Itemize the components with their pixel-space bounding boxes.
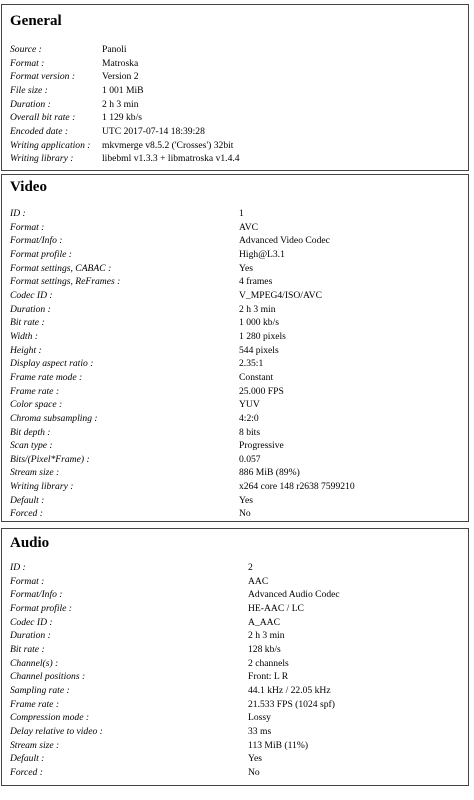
general-field-label: Duration :	[10, 98, 51, 110]
video-row	[10, 357, 464, 371]
video-field-label: Forced :	[10, 508, 43, 520]
video-field-label: Color space :	[10, 399, 63, 411]
general-field-value: UTC 2017-07-14 18:39:28	[102, 125, 205, 137]
video-field-label: Duration :	[10, 303, 51, 315]
video-row	[10, 466, 464, 480]
audio-row	[10, 725, 464, 739]
audio-row	[10, 766, 464, 780]
audio-field-value: Lossy	[248, 712, 271, 724]
audio-field-value: 113 MiB (11%)	[248, 739, 309, 751]
general-field-value: Panoli	[102, 44, 127, 55]
audio-row	[10, 588, 464, 602]
general-field-value: 1 001 MiB	[102, 84, 144, 96]
general-field-value: Version 2	[102, 71, 139, 83]
video-field-label: Display aspect ratio :	[10, 358, 94, 370]
general-section	[1, 4, 469, 171]
video-field-value: YUV	[239, 399, 260, 411]
video-row	[10, 480, 464, 494]
audio-field-label: Stream size :	[10, 739, 60, 751]
audio-title: Audio	[10, 535, 50, 551]
audio-field-value: 21.533 FPS (1024 spf)	[248, 698, 335, 710]
video-row	[10, 275, 464, 289]
video-field-label: Format settings, CABAC :	[10, 262, 112, 274]
general-row	[10, 43, 464, 57]
video-field-label: Chroma subsampling :	[10, 412, 98, 424]
audio-row	[10, 711, 464, 725]
video-row	[10, 507, 464, 521]
audio-field-label: Frame rate :	[10, 698, 60, 710]
video-field-value: x264 core 148 r2638 7599210	[239, 481, 355, 493]
audio-field-value: 2 h 3 min	[248, 630, 285, 642]
audio-field-label: Channel positions :	[10, 671, 86, 683]
audio-field-value: No	[248, 766, 260, 778]
video-field-label: Codec ID :	[10, 289, 53, 301]
video-field-label: Bit depth :	[10, 426, 51, 438]
video-row	[10, 289, 464, 303]
general-field-value: 1 129 kb/s	[102, 112, 142, 124]
video-field-value: 8 bits	[239, 426, 261, 438]
video-section	[1, 174, 469, 522]
general-field-value: libebml v1.3.3 + libmatroska v1.4.4	[102, 153, 240, 165]
general-rows	[10, 43, 464, 166]
general-field-label: Format version :	[10, 71, 76, 83]
video-field-value: Constant	[239, 371, 274, 383]
video-row	[10, 207, 464, 221]
audio-field-label: Bit rate :	[10, 643, 45, 655]
audio-field-value: 2 channels	[248, 657, 289, 669]
video-rows	[10, 207, 464, 521]
video-field-value: Progressive	[239, 440, 284, 452]
audio-field-value: Yes	[248, 753, 262, 765]
audio-field-value: HE-AAC / LC	[248, 602, 304, 614]
video-row	[10, 426, 464, 440]
video-field-value: 1 000 kb/s	[239, 317, 279, 329]
video-field-value: High@L3.1	[239, 248, 285, 260]
audio-field-label: Forced :	[10, 766, 43, 778]
audio-row	[10, 629, 464, 643]
general-field-label: Writing application :	[10, 139, 91, 151]
video-field-label: Format settings, ReFrames :	[10, 276, 121, 288]
audio-row	[10, 657, 464, 671]
general-row	[10, 98, 464, 112]
general-row	[10, 111, 464, 125]
general-field-label: File size :	[10, 84, 48, 96]
general-field-label: Encoded date :	[10, 125, 69, 137]
video-field-label: Scan type :	[10, 440, 53, 452]
video-field-value: 886 MiB (89%)	[239, 467, 300, 479]
video-field-value: AVC	[239, 221, 259, 233]
general-field-value: mkvmerge v8.5.2 ('Crosses') 32bit	[102, 139, 234, 151]
general-field-value: 2 h 3 min	[102, 98, 139, 110]
video-row	[10, 385, 464, 399]
video-row	[10, 371, 464, 385]
video-field-value: 2 h 3 min	[239, 303, 276, 315]
video-field-value: 25.000 FPS	[239, 385, 284, 397]
audio-rows	[10, 561, 464, 780]
video-field-value: 4 frames	[239, 276, 273, 288]
general-field-label: Writing library :	[10, 153, 74, 165]
audio-field-label: Format profile :	[10, 602, 72, 614]
video-field-value: 0.057	[239, 453, 261, 465]
audio-row	[10, 561, 464, 575]
video-field-label: Format/Info :	[10, 235, 63, 247]
video-row	[10, 234, 464, 248]
audio-row	[10, 739, 464, 753]
video-row	[10, 221, 464, 235]
general-field-value: Matroska	[102, 57, 139, 69]
general-row	[10, 125, 464, 139]
video-field-value: V_MPEG4/ISO/AVC	[239, 289, 322, 301]
video-field-label: Frame rate mode :	[10, 371, 83, 383]
general-field-label: Overall bit rate :	[10, 112, 76, 124]
video-field-label: ID :	[10, 208, 26, 219]
general-row	[10, 84, 464, 98]
video-field-label: Bits/(Pixel*Frame) :	[10, 453, 90, 465]
video-row	[10, 453, 464, 467]
audio-field-label: Duration :	[10, 630, 51, 642]
general-row	[10, 139, 464, 153]
audio-section	[1, 528, 469, 786]
video-row	[10, 316, 464, 330]
video-field-value: Advanced Video Codec	[239, 235, 330, 247]
video-field-label: Format profile :	[10, 248, 72, 260]
video-field-value: No	[239, 508, 251, 520]
general-row	[10, 70, 464, 84]
video-title: Video	[10, 179, 47, 195]
video-field-label: Default :	[10, 494, 45, 506]
audio-field-label: Format/Info :	[10, 589, 63, 601]
video-row	[10, 344, 464, 358]
audio-field-value: Advanced Audio Codec	[248, 589, 340, 601]
audio-field-value: 44.1 kHz / 22.05 kHz	[248, 684, 331, 696]
video-field-label: Format :	[10, 221, 45, 233]
audio-row	[10, 575, 464, 589]
audio-row	[10, 752, 464, 766]
video-field-value: 1 280 pixels	[239, 330, 286, 342]
audio-field-label: ID :	[10, 562, 26, 573]
video-field-value: 4:2:0	[239, 412, 259, 424]
audio-field-label: Compression mode :	[10, 712, 90, 724]
audio-field-value: Front: L R	[248, 671, 289, 683]
audio-row	[10, 698, 464, 712]
video-field-value: Yes	[239, 494, 253, 506]
audio-row	[10, 602, 464, 616]
video-row	[10, 398, 464, 412]
video-field-value: 544 pixels	[239, 344, 279, 356]
general-row	[10, 152, 464, 166]
video-field-value: 1	[239, 208, 244, 219]
video-field-label: Frame rate :	[10, 385, 60, 397]
audio-field-label: Default :	[10, 753, 45, 765]
video-field-label: Width :	[10, 330, 38, 342]
video-field-value: 2.35:1	[239, 358, 264, 370]
video-field-label: Stream size :	[10, 467, 60, 479]
audio-field-value: 2	[248, 562, 253, 573]
audio-field-label: Codec ID :	[10, 616, 53, 628]
video-row	[10, 248, 464, 262]
audio-row	[10, 670, 464, 684]
video-field-label: Writing library :	[10, 481, 74, 493]
video-field-label: Height :	[10, 344, 42, 356]
video-row	[10, 262, 464, 276]
audio-field-value: 33 ms	[248, 725, 272, 737]
video-row	[10, 330, 464, 344]
video-field-label: Bit rate :	[10, 317, 45, 329]
video-row	[10, 412, 464, 426]
video-field-value: Yes	[239, 262, 253, 274]
audio-field-value: A_AAC	[248, 616, 280, 628]
audio-row	[10, 643, 464, 657]
video-row	[10, 439, 464, 453]
general-title: General	[10, 13, 62, 29]
general-field-label: Source :	[10, 44, 42, 55]
audio-row	[10, 616, 464, 630]
audio-field-label: Delay relative to video :	[10, 725, 103, 737]
audio-field-label: Sampling rate :	[10, 684, 70, 696]
audio-row	[10, 684, 464, 698]
video-row	[10, 303, 464, 317]
video-row	[10, 494, 464, 508]
audio-field-value: AAC	[248, 575, 269, 587]
audio-field-label: Format :	[10, 575, 45, 587]
general-field-label: Format :	[10, 57, 45, 69]
audio-field-value: 128 kb/s	[248, 643, 281, 655]
audio-field-label: Channel(s) :	[10, 657, 59, 669]
general-row	[10, 57, 464, 71]
